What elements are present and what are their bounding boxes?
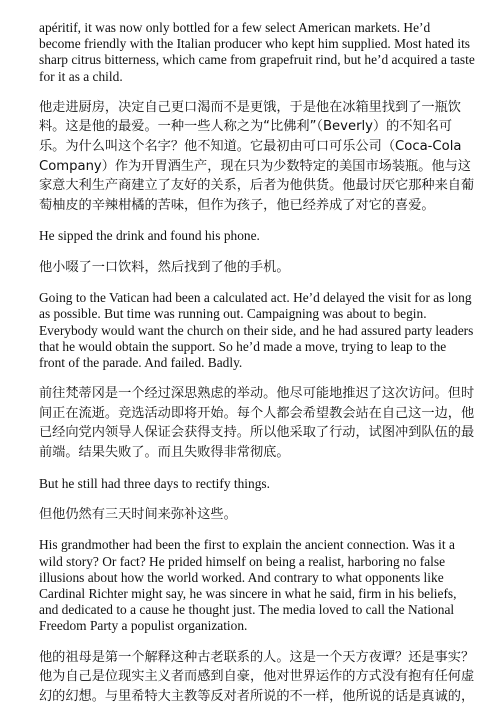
paragraph-en-3: Going to the Vatican had been a calculated act. He’d delayed the visit for as long as possible. But time was running out. Campaigning was about to begin. Everybody would want the church on their side, and he had assured party leaders that he would obtain the support. So he’d made a move, trying to leap to the front of the parade. And failed. Badly.	[39, 290, 474, 370]
paragraph-zh-3: 前往梵蒂冈是一个经过深思熟虑的举动。他尽可能地推迟了这次访问。但时间正在流逝。竞选活动即将开始。每个人都会希望教会站在自己这一边，他已经向党内领导人保证会获得支持。所以他采取了行动，试图冲到队伍的最前端。结果失败了。而且失败得非常彻底。	[39, 386, 475, 460]
paragraph-zh-4: 但他仍然有三天时间来弥补这些。	[39, 506, 237, 522]
paragraph-zh-5: 他的祖母是第一个解释这种古老联系的人。这是一个天方夜谭？还是事实？他为自己是位现实主义者而感到自豪，他对世界运作的方式没有抱有任何虚幻的幻想。与里希特大主教等反对者所说的不一样，他所说的话是真诚的，	[39, 649, 475, 704]
paragraph-en-2: He sipped the drink and found his phone.	[39, 228, 260, 244]
paragraph-en-4: But he still had three days to rectify things.	[39, 475, 270, 491]
paragraph-en-1: apéritif, it was now only bottled for a few select American markets. He’d become friendly with the Italian producer who kept him supplied. Most hated its sharp citrus bitterness, which came from grapefruit rind, but he’d acquired a taste for it as a child.	[39, 20, 475, 84]
paragraph-zh-1: 他走进厨房，决定自己更口渴而不是更饿，于是他在冰箱里找到了一瓶饮料。这是他的最爱。一种一些人称之为“比佛利”（Beverly）的不知名可乐。为什么叫这个名字？他不知道。它最初由可口可乐公司（Coca-Cola Company）作为开胃酒生产，现在只为少数特定的美国市场装瓶。他与这家意大利生产商建立了友好的关系，后者为他供货。他最讨厌它那种来自葡萄柚皮的辛辣柑橘的苦味，但作为孩子，他已经养成了对它的喜爱。	[39, 99, 475, 213]
paragraph-en-5: His grandmother had been the first to explain the ancient connection. Was it a wild story? Or fact? He prided himself on being a realist, harboring no false illusions about how the world worked. And contrary to what opponents like Cardinal Richter might say, he was sincere in what he said, firm in his beliefs, and dedicated to a cause he thought just. The media loved to call the National Freedom Party a populist organization.	[39, 537, 457, 634]
paragraph-zh-2: 他小啜了一口饮料，然后找到了他的手机。	[39, 259, 290, 275]
document-page	[39, 20, 475, 719]
